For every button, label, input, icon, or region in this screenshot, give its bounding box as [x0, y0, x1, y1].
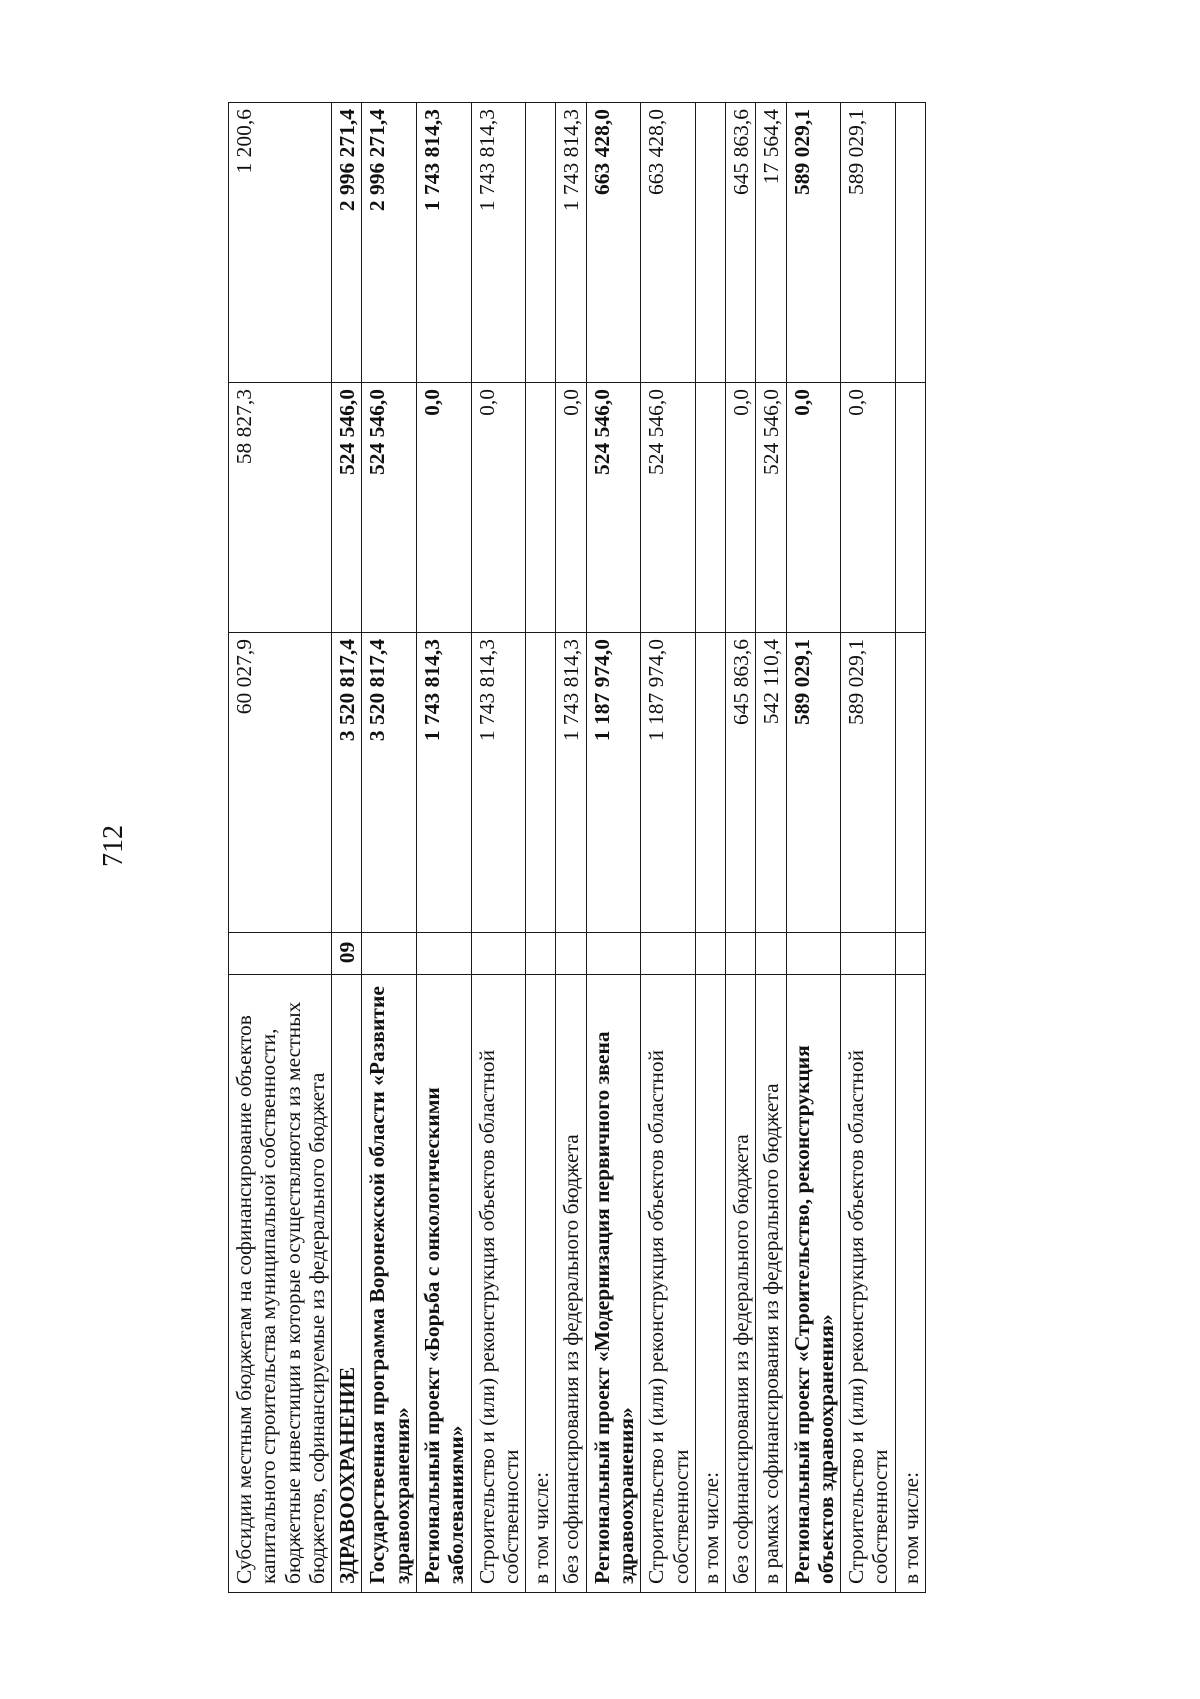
row-regional-cell: 1 200,6	[229, 103, 332, 383]
row-federal-cell: 524 546,0	[586, 383, 641, 633]
table-row	[586, 103, 641, 1593]
row-federal-cell: 0,0	[416, 383, 471, 633]
row-regional-cell: 1 743 814,3	[471, 103, 526, 383]
table-row	[471, 103, 526, 1593]
row-federal-cell	[895, 383, 925, 633]
table-row	[756, 103, 786, 1593]
row-federal-cell: 0,0	[556, 383, 586, 633]
page-number: 712	[98, 825, 129, 867]
row-section-code-cell	[695, 933, 725, 975]
row-regional-cell: 1 743 814,3	[416, 103, 471, 383]
row-name-cell: Строительство и (или) реконструкция объектов областной собственности	[641, 975, 696, 1593]
row-section-code-cell	[586, 933, 641, 975]
row-regional-cell: 2 996 271,4	[362, 103, 417, 383]
row-regional-cell: 2 996 271,4	[332, 103, 362, 383]
row-federal-cell: 0,0	[786, 383, 841, 633]
row-name-cell: в том числе:	[895, 975, 925, 1593]
row-federal-cell: 524 546,0	[332, 383, 362, 633]
row-section-code-cell: 09	[332, 933, 362, 975]
row-section-code-cell	[895, 933, 925, 975]
row-name-cell: в том числе:	[695, 975, 725, 1593]
row-total-cell: 3 520 817,4	[332, 633, 362, 933]
row-total-cell: 589 029,1	[841, 633, 896, 933]
row-name-cell: Региональный проект «Модернизация первичного звена здравоохранения»	[586, 975, 641, 1593]
row-total-cell: 1 187 974,0	[586, 633, 641, 933]
table-row	[526, 103, 556, 1593]
row-regional-cell	[895, 103, 925, 383]
budget-table-body	[229, 103, 926, 1593]
row-federal-cell: 0,0	[726, 383, 756, 633]
row-section-code-cell	[229, 933, 332, 975]
row-name-cell: Строительство и (или) реконструкция объектов областной собственности	[841, 975, 896, 1593]
row-name-cell: в том числе:	[526, 975, 556, 1593]
row-section-code-cell	[641, 933, 696, 975]
row-regional-cell: 17 564,4	[756, 103, 786, 383]
row-regional-cell: 663 428,0	[586, 103, 641, 383]
table-row	[895, 103, 925, 1593]
row-regional-cell: 645 863,6	[726, 103, 756, 383]
row-federal-cell: 524 546,0	[362, 383, 417, 633]
row-section-code-cell	[841, 933, 896, 975]
row-total-cell: 645 863,6	[726, 633, 756, 933]
row-total-cell: 1 743 814,3	[471, 633, 526, 933]
row-federal-cell: 0,0	[841, 383, 896, 633]
row-regional-cell	[526, 103, 556, 383]
table-row	[416, 103, 471, 1593]
row-section-code-cell	[556, 933, 586, 975]
row-section-code-cell	[786, 933, 841, 975]
table-row	[362, 103, 417, 1593]
row-total-cell	[526, 633, 556, 933]
row-section-code-cell	[416, 933, 471, 975]
row-regional-cell	[695, 103, 725, 383]
table-row	[641, 103, 696, 1593]
row-total-cell: 589 029,1	[786, 633, 841, 933]
row-total-cell	[895, 633, 925, 933]
row-total-cell: 60 027,9	[229, 633, 332, 933]
row-name-cell: в рамках софинансирования из федерального бюджета	[756, 975, 786, 1593]
table-row	[841, 103, 896, 1593]
row-section-code-cell	[756, 933, 786, 975]
table-row	[229, 103, 332, 1593]
row-section-code-cell	[526, 933, 556, 975]
row-total-cell	[695, 633, 725, 933]
row-name-cell: без софинансирования из федерального бюджета	[726, 975, 756, 1593]
row-name-cell: Региональный проект «Строительство, реконструкция объектов здравоохранения»	[786, 975, 841, 1593]
row-name-cell: Субсидии местным бюджетам на софинансирование объектов капитального строительства муниципальной собственности, бюджетные инвестиции в которые осуществляются из местных бюджетов, софинансируемые из федерального бюджета	[229, 975, 332, 1593]
budget-table	[228, 102, 926, 1593]
table-row	[786, 103, 841, 1593]
row-total-cell: 1 743 814,3	[556, 633, 586, 933]
row-name-cell: Строительство и (или) реконструкция объектов областной собственности	[471, 975, 526, 1593]
row-federal-cell: 0,0	[471, 383, 526, 633]
row-total-cell: 1 743 814,3	[416, 633, 471, 933]
row-federal-cell: 524 546,0	[641, 383, 696, 633]
row-federal-cell	[695, 383, 725, 633]
row-regional-cell: 589 029,1	[841, 103, 896, 383]
rotated-page-content	[228, 103, 1068, 1593]
row-name-cell: Региональный проект «Борьба с онкологическими заболеваниями»	[416, 975, 471, 1593]
row-total-cell: 3 520 817,4	[362, 633, 417, 933]
row-section-code-cell	[362, 933, 417, 975]
row-federal-cell: 524 546,0	[756, 383, 786, 633]
row-federal-cell	[526, 383, 556, 633]
row-total-cell: 542 110,4	[756, 633, 786, 933]
row-name-cell: ЗДРАВООХРАНЕНИЕ	[332, 975, 362, 1593]
row-name-cell: без софинансирования из федерального бюджета	[556, 975, 586, 1593]
row-federal-cell: 58 827,3	[229, 383, 332, 633]
row-name-cell: Государственная программа Воронежской области «Развитие здравоохранения»	[362, 975, 417, 1593]
row-regional-cell: 1 743 814,3	[556, 103, 586, 383]
row-section-code-cell	[726, 933, 756, 975]
row-section-code-cell	[471, 933, 526, 975]
row-total-cell: 1 187 974,0	[641, 633, 696, 933]
table-row	[726, 103, 756, 1593]
table-row	[695, 103, 725, 1593]
table-row	[556, 103, 586, 1593]
row-regional-cell: 663 428,0	[641, 103, 696, 383]
row-regional-cell: 589 029,1	[786, 103, 841, 383]
table-row	[332, 103, 362, 1593]
